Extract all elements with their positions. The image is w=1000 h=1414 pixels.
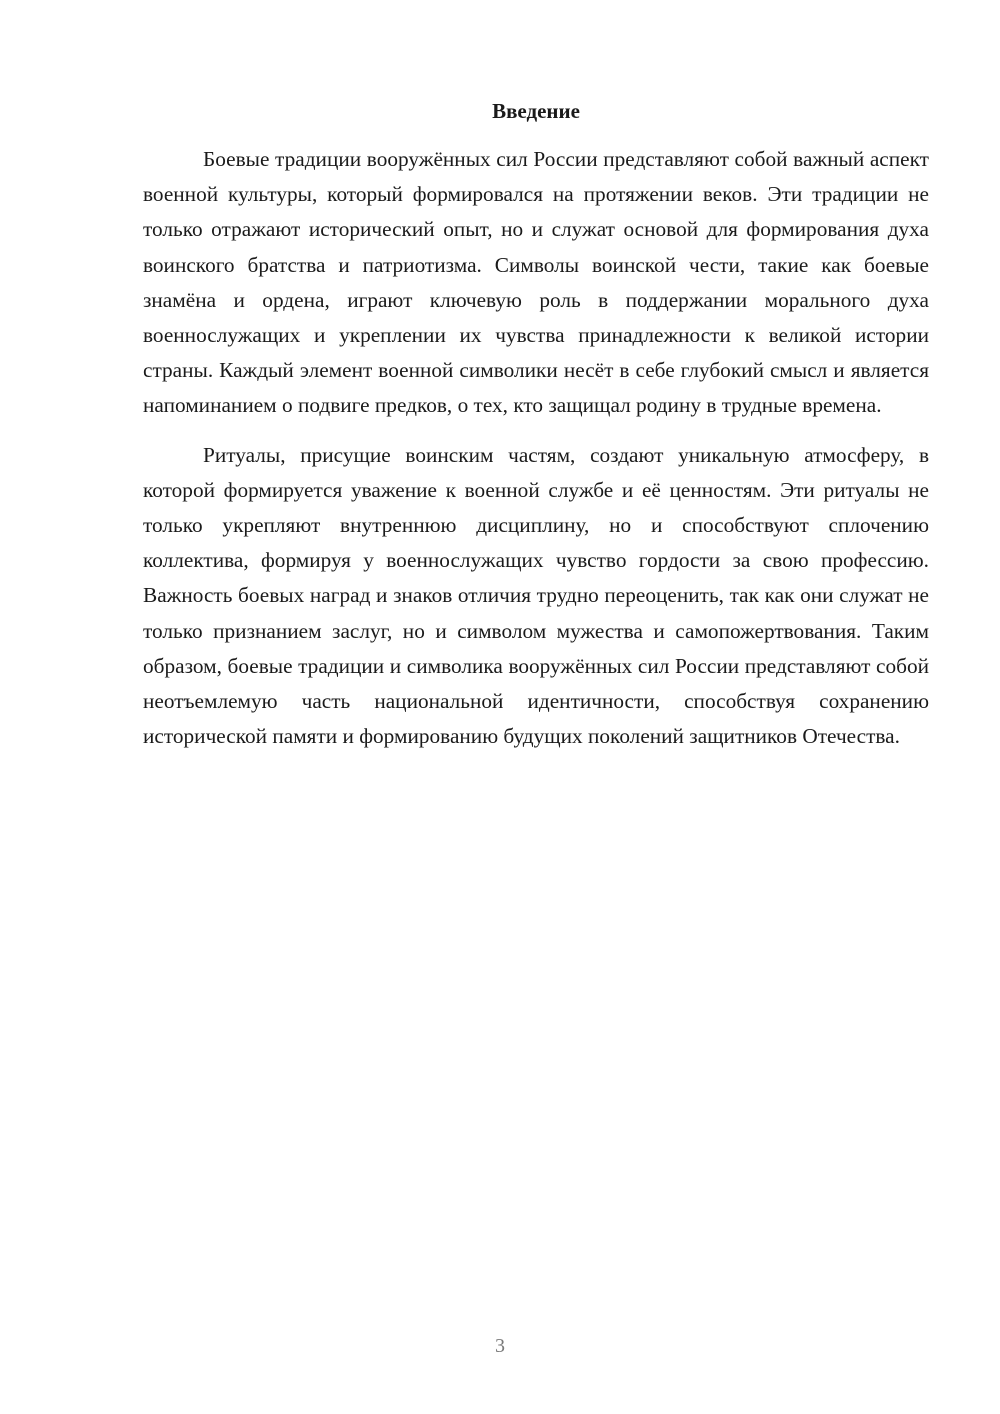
paragraph-2: Ритуалы, присущие воинским частям, создают уникальную атмосферу, в которой формируется уважение к военной службе и её ценностям. Эти ритуалы не только укрепляют внутреннюю дисциплину, но и способствуют сплочению коллектива, формируя у военнослужащих чувство гордости за свою профессию. Важность боевых наград и знаков отличия трудно переоценить, так как они служат не только признанием заслуг, но и символом мужества и самопожертвования. Таким образом, боевые традиции и символика вооружённых сил России представляют собой неотъемлемую часть национальной идентичности, способствуя сохранению исторической памяти и формированию будущих поколений защитников Отечества.	[143, 442, 929, 749]
page-number: 3	[495, 1335, 505, 1357]
section-heading: Введение	[492, 99, 580, 123]
paragraph-1: Боевые традиции вооружённых сил России представляют собой важный аспект военной культуры, который формировался на протяжении веков. Эти традиции не только отражают исторический опыт, но и служат основой для формирования духа воинского братства и патриотизма. Символы воинской чести, такие как боевые знамёна и ордена, играют ключевую роль в поддержании морального духа военнослужащих и укреплении их чувства принадлежности к великой истории страны. Каждый элемент военной символики несёт в себе глубокий смысл и является напоминанием о подвиге предков, о тех, кто защищал родину в трудные времена.	[143, 147, 929, 418]
body-text	[143, 142, 929, 754]
